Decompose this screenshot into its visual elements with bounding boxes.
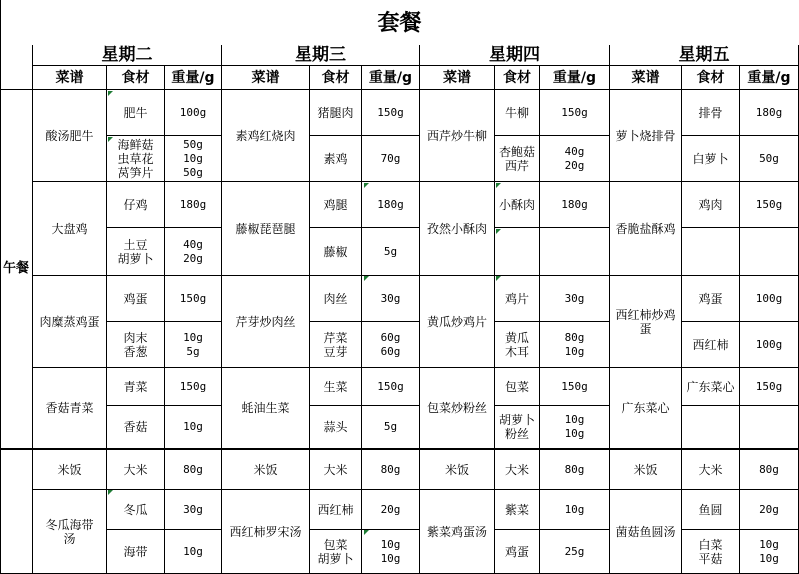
meal-label: 午餐 bbox=[0, 90, 33, 450]
weight-cell: 180g bbox=[740, 90, 799, 136]
ingredient-cell: 排骨 bbox=[682, 90, 740, 136]
ingredient-cell: 香菇 bbox=[107, 406, 165, 450]
dish-name: 萝卜烧排骨 bbox=[610, 90, 682, 182]
weight-cell: 30g bbox=[165, 490, 222, 530]
weight-cell: 10g 10g bbox=[362, 530, 420, 574]
dish-name: 芹芽炒肉丝 bbox=[222, 276, 310, 368]
dish-name: 西芹炒牛柳 bbox=[420, 90, 495, 182]
day-header: 星期四 bbox=[420, 45, 610, 66]
column-header-ingredient: 食材 bbox=[310, 66, 362, 90]
ingredient-cell: 大米 bbox=[107, 450, 165, 490]
weight-cell: 150g bbox=[540, 368, 610, 406]
column-header-dish: 菜谱 bbox=[420, 66, 495, 90]
staples-label-cell bbox=[0, 450, 33, 574]
ingredient-cell: 仔鸡 bbox=[107, 182, 165, 228]
column-header-ingredient: 食材 bbox=[495, 66, 540, 90]
weight-cell: 180g bbox=[362, 182, 420, 228]
ingredient-cell: 鸡腿 bbox=[310, 182, 362, 228]
ingredient-cell: 鸡肉 bbox=[682, 182, 740, 228]
ingredient-cell: 大米 bbox=[310, 450, 362, 490]
weight-cell: 10g bbox=[165, 406, 222, 450]
weight-cell: 150g bbox=[740, 368, 799, 406]
weight-cell: 40g 20g bbox=[165, 228, 222, 276]
dish-name: 香菇青菜 bbox=[33, 368, 107, 450]
cell-comment-marker bbox=[108, 91, 113, 96]
column-header-ingredient: 食材 bbox=[107, 66, 165, 90]
weight-cell bbox=[740, 228, 799, 276]
weight-cell: 80g bbox=[540, 450, 610, 490]
ingredient-cell bbox=[682, 406, 740, 450]
dish-name: 大盘鸡 bbox=[33, 182, 107, 276]
rice-name: 米饭 bbox=[610, 450, 682, 490]
dish-name: 西红柿炒鸡蛋 bbox=[610, 276, 682, 368]
weight-cell bbox=[540, 228, 610, 276]
weight-cell: 150g bbox=[540, 90, 610, 136]
day-header: 星期五 bbox=[610, 45, 799, 66]
weight-cell: 50g bbox=[740, 136, 799, 182]
weight-cell: 30g bbox=[362, 276, 420, 322]
soup-name: 西红柿罗宋汤 bbox=[222, 490, 310, 574]
weight-cell: 150g bbox=[165, 276, 222, 322]
dish-name: 肉糜蒸鸡蛋 bbox=[33, 276, 107, 368]
cell-comment-marker bbox=[496, 276, 501, 281]
weight-cell: 150g bbox=[362, 368, 420, 406]
ingredient-cell: 杏鲍菇 西芹 bbox=[495, 136, 540, 182]
ingredient-cell: 海鲜菇 虫草花 莴笋片 bbox=[107, 136, 165, 182]
ingredient-cell: 素鸡 bbox=[310, 136, 362, 182]
weight-cell: 180g bbox=[540, 182, 610, 228]
weight-cell: 100g bbox=[740, 276, 799, 322]
sheet-title: 套餐 bbox=[0, 0, 799, 45]
day-header: 星期二 bbox=[33, 45, 222, 66]
ingredient-cell: 西红柿 bbox=[682, 322, 740, 368]
weight-cell: 10g bbox=[165, 530, 222, 574]
ingredient-cell: 胡萝卜 粉丝 bbox=[495, 406, 540, 450]
weight-cell bbox=[740, 406, 799, 450]
weight-cell: 5g bbox=[362, 228, 420, 276]
rice-name: 米饭 bbox=[420, 450, 495, 490]
column-header-dish: 菜谱 bbox=[33, 66, 107, 90]
cell-comment-marker bbox=[496, 183, 501, 188]
weight-cell: 10g 10g bbox=[740, 530, 799, 574]
ingredient-cell: 广东菜心 bbox=[682, 368, 740, 406]
ingredient-cell: 西红柿 bbox=[310, 490, 362, 530]
ingredient-cell: 白菜 平菇 bbox=[682, 530, 740, 574]
dish-name: 广东菜心 bbox=[610, 368, 682, 450]
rice-name: 米饭 bbox=[33, 450, 107, 490]
soup-name: 紫菜鸡蛋汤 bbox=[420, 490, 495, 574]
dish-name: 香脆盐酥鸡 bbox=[610, 182, 682, 276]
ingredient-cell: 土豆 胡萝卜 bbox=[107, 228, 165, 276]
weight-cell: 40g 20g bbox=[540, 136, 610, 182]
column-header-weight: 重量/g bbox=[165, 66, 222, 90]
weight-cell: 150g bbox=[165, 368, 222, 406]
ingredient-cell: 鱼圆 bbox=[682, 490, 740, 530]
cell-comment-marker bbox=[108, 490, 113, 495]
weight-cell: 70g bbox=[362, 136, 420, 182]
column-header-dish: 菜谱 bbox=[222, 66, 310, 90]
ingredient-cell bbox=[495, 228, 540, 276]
ingredient-cell: 鸡片 bbox=[495, 276, 540, 322]
ingredient-cell: 白萝卜 bbox=[682, 136, 740, 182]
weight-cell: 10g 5g bbox=[165, 322, 222, 368]
ingredient-cell: 藤椒 bbox=[310, 228, 362, 276]
cell-comment-marker bbox=[364, 530, 369, 535]
dish-name: 包菜炒粉丝 bbox=[420, 368, 495, 450]
ingredient-cell: 蒜头 bbox=[310, 406, 362, 450]
weight-cell: 100g bbox=[165, 90, 222, 136]
weight-cell: 60g 60g bbox=[362, 322, 420, 368]
dish-name: 藤椒琵琶腿 bbox=[222, 182, 310, 276]
weight-cell: 10g bbox=[540, 490, 610, 530]
ingredient-cell: 青菜 bbox=[107, 368, 165, 406]
weight-cell: 20g bbox=[362, 490, 420, 530]
weight-cell: 100g bbox=[740, 322, 799, 368]
ingredient-cell: 猪腿肉 bbox=[310, 90, 362, 136]
column-header-ingredient: 食材 bbox=[682, 66, 740, 90]
column-header-dish: 菜谱 bbox=[610, 66, 682, 90]
cell-comment-marker bbox=[364, 183, 369, 188]
dish-name: 素鸡红烧肉 bbox=[222, 90, 310, 182]
dish-name: 蚝油生菜 bbox=[222, 368, 310, 450]
ingredient-cell: 肥牛 bbox=[107, 90, 165, 136]
ingredient-cell: 小酥肉 bbox=[495, 182, 540, 228]
dish-name: 酸汤肥牛 bbox=[33, 90, 107, 182]
weight-cell: 150g bbox=[362, 90, 420, 136]
ingredient-cell: 包菜 bbox=[495, 368, 540, 406]
ingredient-cell: 海带 bbox=[107, 530, 165, 574]
ingredient-cell: 鸡蛋 bbox=[107, 276, 165, 322]
weight-cell: 180g bbox=[165, 182, 222, 228]
soup-name: 菌菇鱼圆汤 bbox=[610, 490, 682, 574]
ingredient-cell: 大米 bbox=[495, 450, 540, 490]
ingredient-cell: 鸡蛋 bbox=[682, 276, 740, 322]
soup-name: 冬瓜海带 汤 bbox=[33, 490, 107, 574]
ingredient-cell: 肉丝 bbox=[310, 276, 362, 322]
ingredient-cell: 牛柳 bbox=[495, 90, 540, 136]
ingredient-cell: 紫菜 bbox=[495, 490, 540, 530]
ingredient-cell: 芹菜 豆芽 bbox=[310, 322, 362, 368]
ingredient-cell: 生菜 bbox=[310, 368, 362, 406]
ingredient-cell: 包菜 胡萝卜 bbox=[310, 530, 362, 574]
ingredient-cell: 大米 bbox=[682, 450, 740, 490]
weight-cell: 150g bbox=[740, 182, 799, 228]
cell-comment-marker bbox=[496, 229, 501, 234]
ingredient-cell: 肉末 香葱 bbox=[107, 322, 165, 368]
weight-cell: 50g 10g 50g bbox=[165, 136, 222, 182]
dish-name: 黄瓜炒鸡片 bbox=[420, 276, 495, 368]
column-header-weight: 重量/g bbox=[540, 66, 610, 90]
weight-cell: 25g bbox=[540, 530, 610, 574]
cell-comment-marker bbox=[108, 137, 113, 142]
ingredient-cell: 黄瓜 木耳 bbox=[495, 322, 540, 368]
weight-cell: 80g bbox=[362, 450, 420, 490]
column-header-weight: 重量/g bbox=[740, 66, 799, 90]
corner-cell bbox=[0, 45, 33, 90]
weight-cell: 80g bbox=[740, 450, 799, 490]
day-header: 星期三 bbox=[222, 45, 420, 66]
ingredient-cell bbox=[682, 228, 740, 276]
column-header-weight: 重量/g bbox=[362, 66, 420, 90]
rice-name: 米饭 bbox=[222, 450, 310, 490]
ingredient-cell: 冬瓜 bbox=[107, 490, 165, 530]
weight-cell: 10g 10g bbox=[540, 406, 610, 450]
weight-cell: 80g bbox=[165, 450, 222, 490]
cell-comment-marker bbox=[364, 276, 369, 281]
weight-cell: 80g 10g bbox=[540, 322, 610, 368]
ingredient-cell: 鸡蛋 bbox=[495, 530, 540, 574]
weight-cell: 30g bbox=[540, 276, 610, 322]
weight-cell: 20g bbox=[740, 490, 799, 530]
weight-cell: 5g bbox=[362, 406, 420, 450]
dish-name: 孜然小酥肉 bbox=[420, 182, 495, 276]
